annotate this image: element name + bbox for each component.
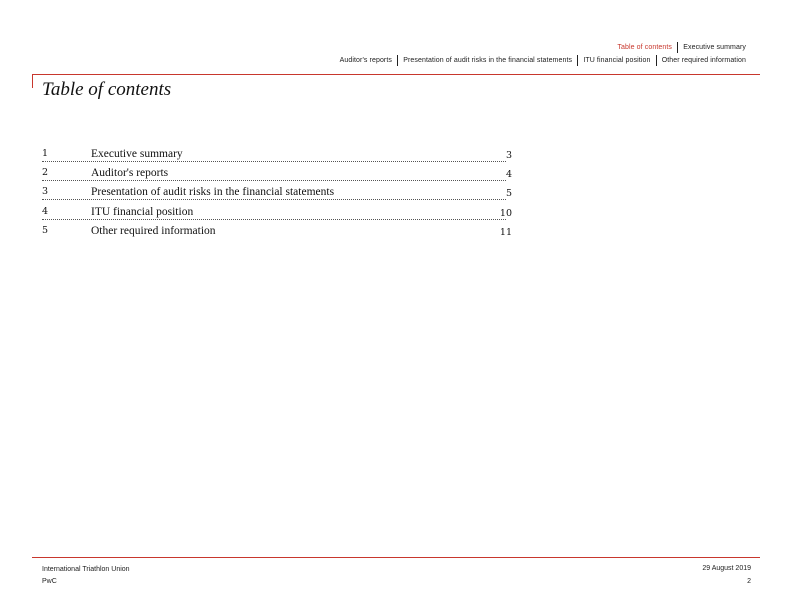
toc-entry-other-required-information[interactable]: [42, 223, 512, 242]
footer-firm: PwC: [42, 578, 57, 585]
toc-entry-number: 2: [42, 167, 49, 179]
header-divider: [32, 74, 760, 75]
toc-entry-number: 4: [42, 205, 49, 217]
toc-entry-page: 10: [499, 207, 512, 219]
dot-leader: [42, 161, 506, 162]
nav-separator: [656, 55, 657, 66]
toc-entry-label[interactable]: Other required information: [91, 224, 216, 237]
toc-entry-number: 5: [42, 224, 49, 236]
nav-separator: [397, 55, 398, 66]
nav-link-itu-financial-position[interactable]: ITU financial position: [583, 57, 651, 64]
page-title: Table of contents: [42, 79, 172, 100]
nav-separator: [677, 42, 678, 53]
toc-entry-page: 4: [505, 169, 512, 181]
dot-leader: [42, 199, 506, 200]
toc-entry-number: 3: [42, 186, 49, 198]
footer-page-number: 2: [747, 578, 751, 585]
nav-link-executive-summary[interactable]: Executive summary: [683, 44, 746, 51]
toc-entry-number: 1: [42, 148, 49, 159]
toc-entry-itu-financial-position[interactable]: [42, 204, 512, 223]
nav-link-audit-risks[interactable]: Presentation of audit risks in the financial statements: [403, 57, 573, 64]
toc-entry-executive-summary[interactable]: [42, 146, 512, 165]
footer-divider: [32, 557, 760, 558]
header-nav-secondary: [340, 55, 746, 66]
nav-link-table-of-contents[interactable]: Table of contents: [617, 44, 673, 51]
toc-entry-label[interactable]: Auditor's reports: [91, 167, 169, 180]
footer-date: 29 August 2019: [702, 565, 751, 572]
nav-link-other-required-information[interactable]: Other required information: [661, 57, 746, 64]
footer-organization: International Triathlon Union: [42, 566, 130, 573]
toc-entry-label[interactable]: Executive summary: [91, 148, 183, 160]
toc-entry-page: 11: [499, 226, 512, 238]
dot-leader: [42, 219, 506, 220]
toc-entry-audit-risks[interactable]: [42, 184, 512, 203]
toc-entry-label[interactable]: Presentation of audit risks in the financial statements: [91, 186, 335, 199]
toc-entry-label[interactable]: ITU financial position: [91, 205, 194, 218]
table-of-contents: [42, 146, 512, 242]
nav-separator: [577, 55, 578, 66]
header-nav-primary: [617, 42, 746, 53]
toc-entry-page: 3: [505, 150, 512, 161]
header-corner-mark: [32, 74, 33, 88]
nav-link-auditors-reports[interactable]: Auditor's reports: [339, 57, 393, 64]
dot-leader: [42, 180, 506, 181]
toc-entry-page: 5: [505, 188, 512, 200]
toc-entry-auditors-reports[interactable]: [42, 165, 512, 184]
